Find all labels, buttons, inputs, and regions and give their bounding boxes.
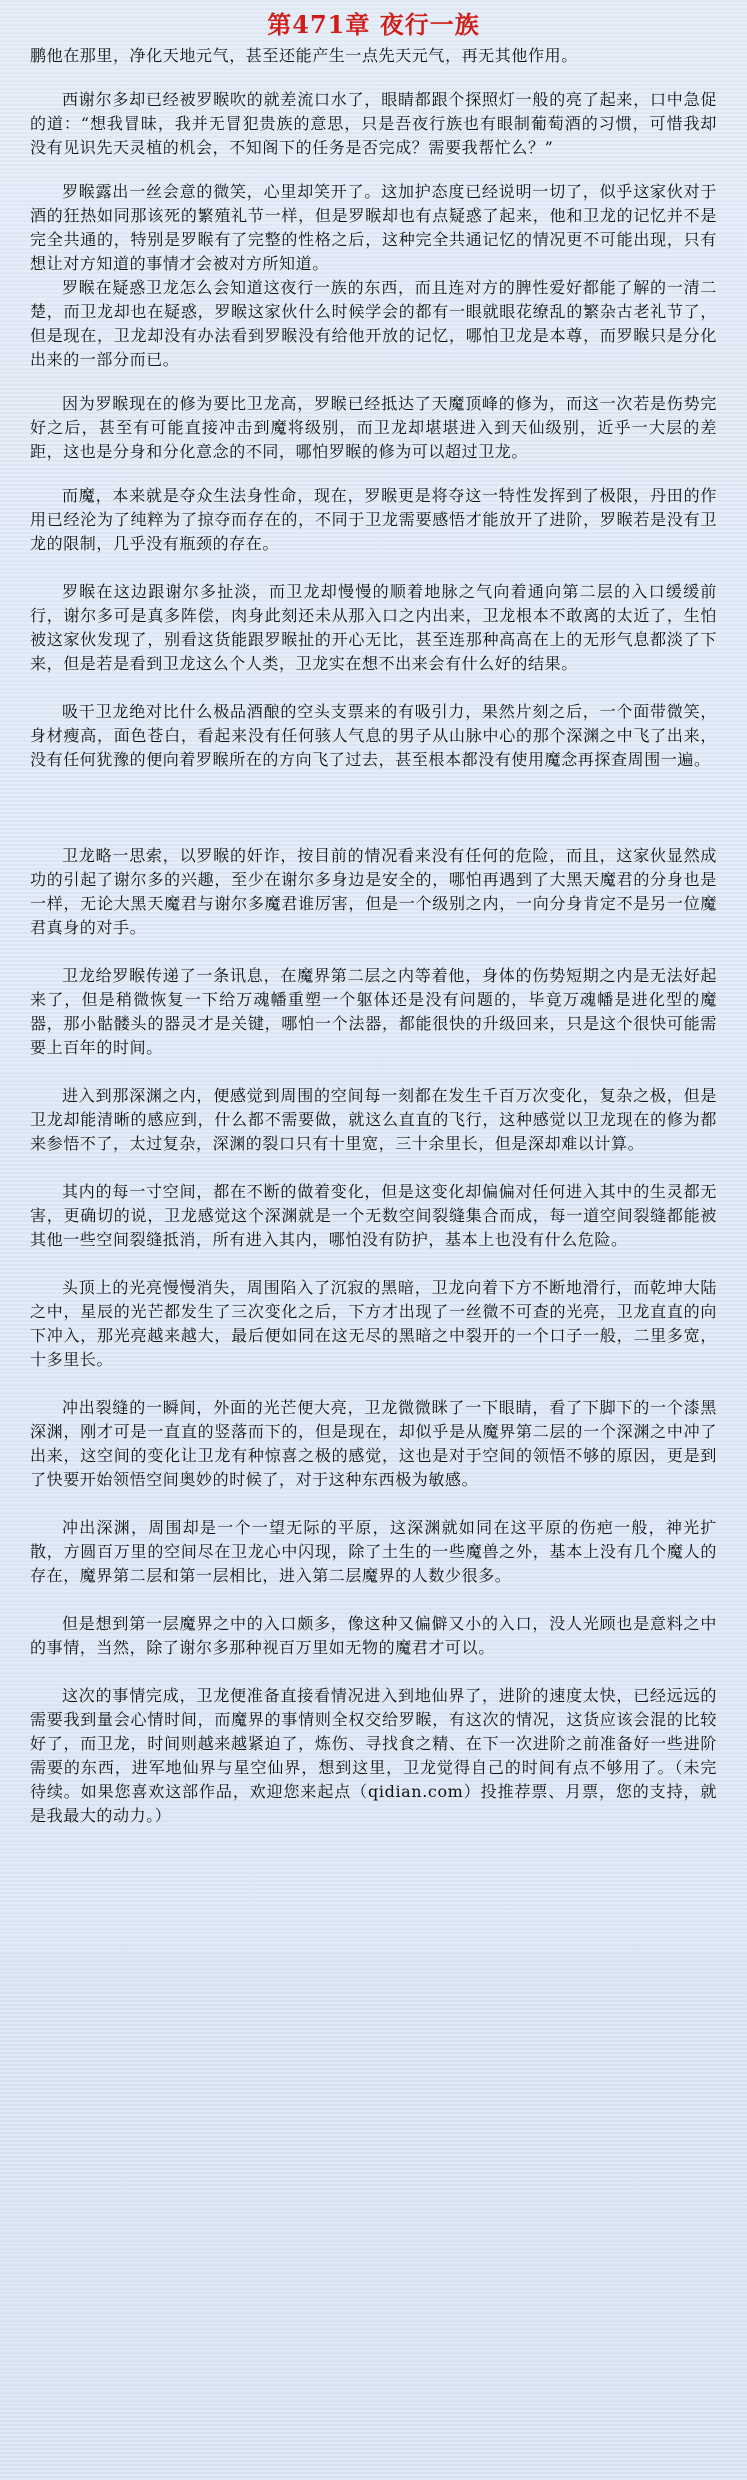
paragraph: 冲出深渊，周围却是一个一望无际的平原，这深渊就如同在这平原的伤疤一般，神光扩散，方圆百万里的空间尽在卫龙心中闪现，除了土生的一些魔兽之外，基本上没有几个魔人的存在，魔界第二层和第一层相比，进入第二层魔界的人数少很多。 bbox=[30, 1518, 717, 1585]
paragraph: 罗睺露出一丝会意的微笑，心里却笑开了。这加护态度已经说明一切了，似乎这家伙对于酒的狂热如同那该死的繁殖礼节一样，但是罗睺却也有点疑惑了起来，他和卫龙的记忆并不是完全共通的，特别是罗睺有了完整的性格之后，这种完全共通记忆的情况更不可能出现，只有想让对方知道的事情才会被对方所知道。 bbox=[30, 182, 717, 273]
paragraph: 其内的每一寸空间，都在不断的做着变化，但是这变化却偏偏对任何进入其中的生灵都无害，更确切的说，卫龙感觉这个深渊就是一个无数空间裂缝集合而成，每一道空间裂缝都能被其他一些空间裂缝抵消，所有进入其内，哪怕没有防护，基本上也没有什么危险。 bbox=[30, 1182, 717, 1249]
chapter-title: 第471章 夜行一族 bbox=[267, 10, 480, 39]
paragraph: 而魔，本来就是夺众生法身性命，现在，罗睺更是将夺这一特性发挥到了极限，丹田的作用已经沦为了纯粹为了掠夺而存在的，不同于卫龙需要感悟才能放开了进阶，罗睺若是没有卫龙的限制，几乎没有瓶颈的存在。 bbox=[30, 486, 717, 553]
paragraph: 头顶上的光亮慢慢消失，周围陷入了沉寂的黑暗，卫龙向着下方不断地滑行，而乾坤大陆之中，星辰的光芒都发生了三次变化之后，下方才出现了一丝微不可查的光亮，卫龙直直的向下冲入，那光亮越来越大，最后便如同在这无尽的黑暗之中裂开的一个口子一般，二里多宽，十多里长。 bbox=[30, 1278, 717, 1369]
paragraph: 卫龙略一思索，以罗睺的奸诈，按目前的情况看来没有任何的危险，而且，这家伙显然成功的引起了谢尔多的兴趣，至少在谢尔多身边是安全的，哪怕再遇到了大黑天魔君的分身也是一样，无论大黑天魔君与谢尔多魔君谁厉害，但是一个级别之内，一向分身肯定不是另一位魔君真身的对手。 bbox=[30, 846, 717, 937]
paragraph: 冲出裂缝的一瞬间，外面的光芒便大亮，卫龙微微眯了一下眼睛，看了下脚下的一个漆黑深渊，刚才可是一直直的竖落而下的，但是现在，却似乎是从魔界第二层的一个深渊之中冲了出来，这空间的变化让卫龙有种惊喜之极的感觉，这也是对于空间的领悟不够的原因，更是到了快要开始领悟空间奥妙的时候了，对于这种东西极为敏感。 bbox=[30, 1398, 717, 1489]
paragraph: 这次的事情完成，卫龙便准备直接看情况进入到地仙界了，进阶的速度太快，已经远远的需要我到量会心情时间，而魔界的事情则全权交给罗睺，有这次的情况，这货应该会混的比较好了，而卫龙，时间则越来越紧迫了，炼伤、寻找食之精、在下一次进阶之前准备好一些进阶需要的东西，进军地仙界与星空仙界，想到这里，卫龙觉得自己的时间有点不够用了。（未完待续。如果您喜欢这部作品，欢迎您来起点（qidian.com）投推荐票、月票，您的支持，就是我最大的动力。） bbox=[30, 1686, 717, 1825]
paragraph: 卫龙给罗睺传递了一条讯息，在魔界第二层之内等着他，身体的伤势短期之内是无法好起来了，但是稍微恢复一下给万魂幡重塑一个躯体还是没有问题的，毕竟万魂幡是进化型的魔器，那小骷髅头的器灵才是关键，哪怕一个法器，都能很快的升级回来，只是这个很快可能需要上百年的时间。 bbox=[30, 966, 717, 1057]
paragraph: 但是想到第一层魔界之中的入口颇多，像这种又偏僻又小的入口，没人光顾也是意料之中的事情，当然，除了谢尔多那种视百万里如无物的魔君才可以。 bbox=[30, 1614, 717, 1657]
paragraph: 西谢尔多却已经被罗睺吹的就差流口水了，眼睛都跟个探照灯一般的亮了起来，口中急促的道：“想我冒昧，我并无冒犯贵族的意思，只是吾夜行族也有眼制葡萄酒的习惯，可惜我却没有见识先天灵植的机会，不知阁下的任务是否完成？需要我帮忙么？” bbox=[30, 90, 717, 157]
paragraph: 罗睺在这边跟谢尔多扯淡，而卫龙却慢慢的顺着地脉之气向着通向第二层的入口缓缓前行，谢尔多可是真多阵偿，肉身此刻还未从那入口之内出来，卫龙根本不敢离的太近了，生怕被这家伙发现了，别看这货能跟罗睺扯的开心无比，甚至连那种高高在上的无形气息都淡了下来，但是若是看到卫龙这么个人类，卫龙实在想不出来会有什么好的结果。 bbox=[30, 582, 717, 673]
paragraph: 罗睺在疑惑卫龙怎么会知道这夜行一族的东西，而且连对方的脾性爱好都能了解的一清二楚，而卫龙却也在疑惑，罗睺这家伙什么时候学会的都有一眼就眼花缭乱的繁杂古老礼节了，但是现在，卫龙却没有办法看到罗睺没有给他开放的记忆，哪怕卫龙是本尊，而罗睺只是分化出来的一部分而已。 bbox=[30, 278, 717, 369]
paragraph: 进入到那深渊之内，便感觉到周围的空间每一刻都在发生千百万次变化，复杂之极，但是卫龙却能清晰的感应到，什么都不需要做，就这么直直的飞行，这种感觉以卫龙现在的修为都来参悟不了，太过复杂，深渊的裂口只有十里宽，三十余里长，但是深却难以计算。 bbox=[30, 1086, 717, 1153]
paragraph: 因为罗睺现在的修为要比卫龙高，罗睺已经抵达了天魔顶峰的修为，而这一次若是伤势完好之后，甚至有可能直接冲击到魔将级别，而卫龙却堪堪进入到天仙级别，近乎一大层的差距，这也是分身和分化意念的不同，哪怕罗睺的修为可以超过卫龙。 bbox=[30, 394, 717, 461]
paragraph: 鹏他在那里，净化天地元气，甚至还能产生一点先天元气，再无其他作用。 bbox=[30, 46, 578, 65]
paragraph: 吸干卫龙绝对比什么极品酒酿的空头支票来的有吸引力，果然片刻之后，一个面带微笑，身材瘦高，面色苍白，看起来没有任何骇人气息的男子从山脉中心的那个深渊之中飞了出来，没有任何犹豫的便向着罗睺所在的方向飞了过去，甚至根本都没有使用魔念再探查周围一遍。 bbox=[30, 702, 717, 769]
